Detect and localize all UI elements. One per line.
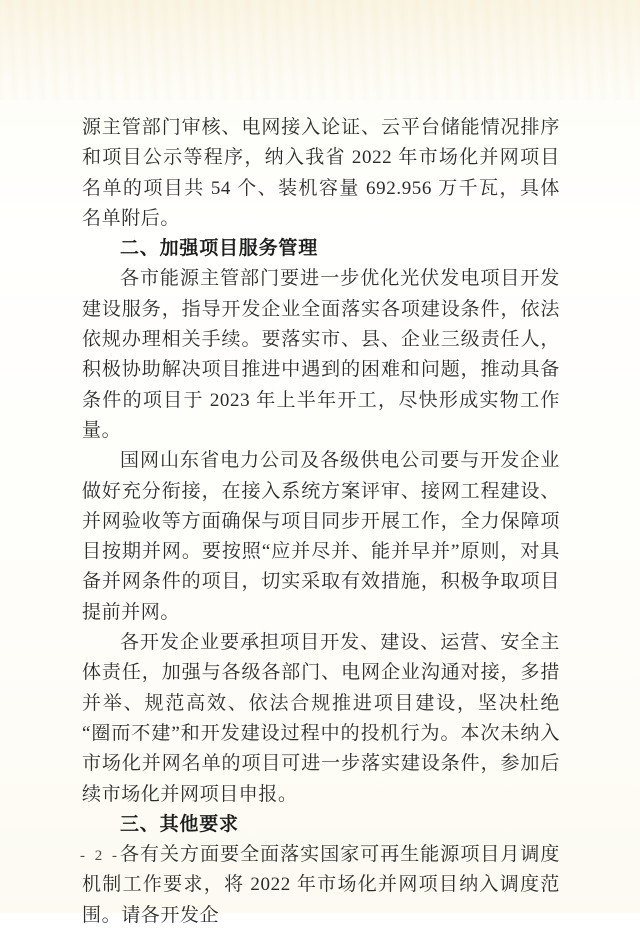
section-heading-2: 二、加强项目服务管理 <box>120 238 319 260</box>
paragraph: 各开发企业要承担项目开发、建设、运营、安全主体责任，加强与各级各部门、电网企业沟通对接，多措并举、规范高效、依法合规推进项目建设，坚决杜绝“圈而不建”和开发建设过程中的投机行为。本次未纳入市场化并网名单的项目可进一步落实建设条件，参加后续市场化并网项目申报。 <box>82 632 560 805</box>
paragraph: 各市能源主管部门要进一步优化光伏发电项目开发建设服务，指导开发企业全面落实各项建设条件，依法依规办理相关手续。要落实市、县、企业三级责任人，积极协助解决项目推进中遇到的困难和问题，推动具备条件的项目于 2023 年上半年开工，尽快形成实物工作量。 <box>82 268 560 441</box>
paragraph-continued-from-previous-page: 源主管部门审核、电网接入论证、云平台储能情况排序和项目公示等程序，纳入我省 2022 年市场化并网项目名单的项目共 54 个、装机容量 692.956 万千瓦，具体名单附后。 <box>82 117 560 229</box>
paragraph: 国网山东省电力公司及各级供电公司要与开发企业做好充分衔接，在接入系统方案评审、接网工程建设、并网验收等方面确保与项目同步开展工作，全力保障项目按期并网。要按照“应并尽并、能并早并”原则，对具备并网条件的项目，切实采取有效措施，积极争取项目提前并网。 <box>82 450 560 623</box>
section-heading-3: 三、其他要求 <box>120 813 239 835</box>
paragraph: 各有关方面要全面落实国家可再生能源项目月调度机制工作要求，将 2022 年市场化并网项目纳入调度范围。请各开发企 <box>82 844 560 926</box>
page-number: - 2 - <box>80 848 120 864</box>
document-body <box>82 113 560 931</box>
